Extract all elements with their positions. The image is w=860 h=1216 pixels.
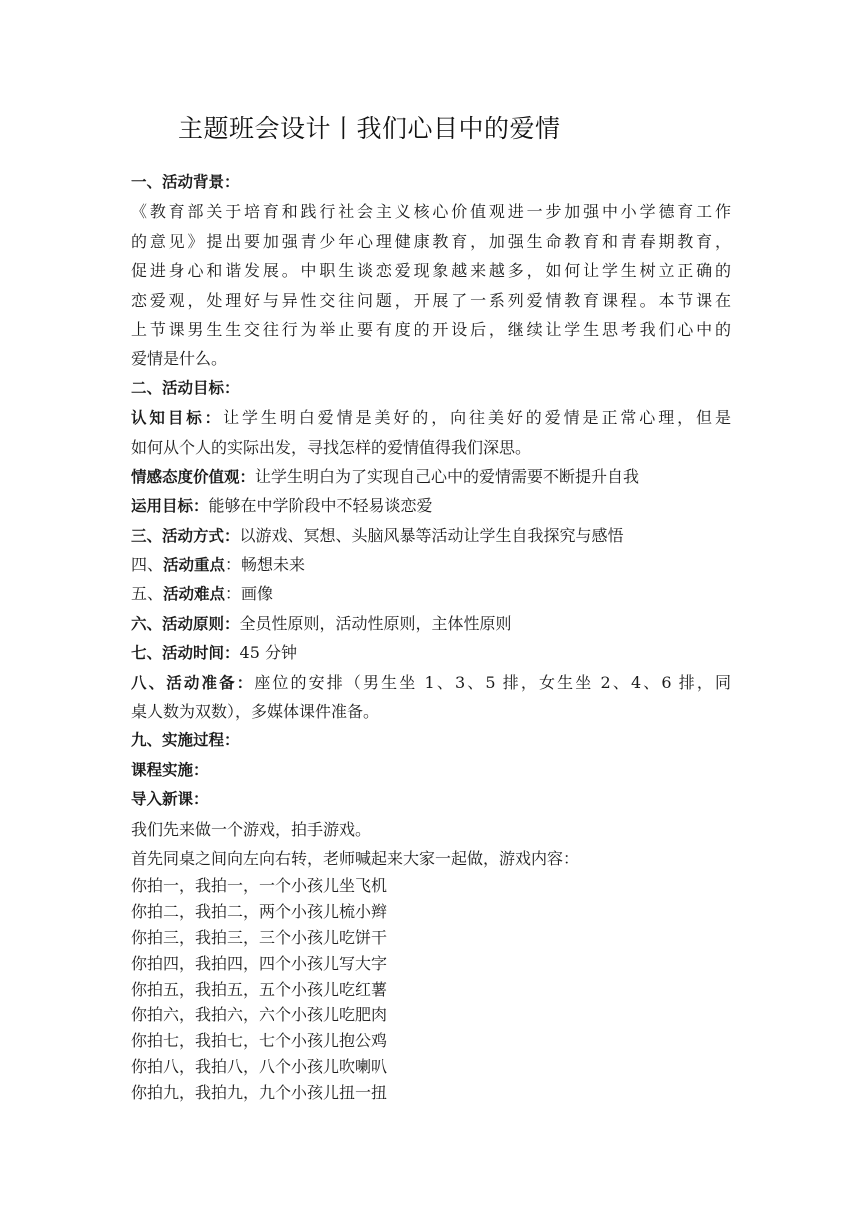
section-principle — [131, 609, 731, 638]
section-focus — [131, 550, 731, 579]
background-line: 爱情是什么。 — [131, 349, 228, 369]
cognitive-goal — [131, 403, 731, 432]
course-heading: 课程实施： — [131, 760, 209, 779]
cognitive-goal-line2: 如何从个人的实际出发，寻找怎样的爱情值得我们深思。 — [131, 437, 532, 457]
background-line: 的意见》提出要加强青少年心理健康教育，加强生命教育和青春期教育， — [131, 231, 731, 251]
game-line: 你拍二，我拍二，两个小孩儿梳小辫 — [131, 902, 388, 922]
difficulty-label: 活动难点 — [163, 585, 226, 604]
time-text: 45 分钟 — [239, 643, 297, 663]
focus-sep: ： — [225, 555, 242, 575]
process-line: 首先同桌之间向左向右转，老师喊起来大家一起做，游戏内容： — [131, 848, 580, 868]
game-line: 你拍三，我拍三，三个小孩儿吃饼干 — [131, 927, 388, 947]
focus-text: 畅想未来 — [241, 555, 306, 575]
apply-goal-text: 能够在中学阶段中不轻易谈恋爱 — [208, 496, 433, 516]
background-line: 上节课男生生交往行为举止要有度的开设后，继续让学生思考我们心中的 — [131, 319, 731, 339]
difficulty-prefix: 五、 — [131, 584, 164, 604]
emotion-goal — [131, 462, 731, 491]
section-goals-heading: 二、活动目标： — [131, 378, 240, 397]
cognitive-goal-label: 认知目标： — [131, 409, 224, 428]
section-background-heading: 一、活动背景： — [131, 173, 240, 191]
process-line: 我们先来做一个游戏，拍手游戏。 — [131, 819, 372, 839]
focus-prefix: 四、 — [131, 555, 164, 575]
emotion-goal-label: 情感态度价值观： — [131, 467, 256, 486]
principle-text: 全员性原则，活动性原则，主体性原则 — [239, 613, 512, 633]
background-line: 《教育部关于培育和践行社会主义核心价值观进一步加强中小学德育工作 — [131, 202, 731, 222]
game-line: 你拍五，我拍五，五个小孩儿吃红薯 — [131, 979, 388, 999]
game-line: 你拍七，我拍七，七个小孩儿抱公鸡 — [131, 1031, 388, 1051]
background-line: 促进身心和谐发展。中职生谈恋爱现象越来越多，如何让学生树立正确的 — [131, 261, 731, 281]
difficulty-text: 画像 — [241, 584, 274, 604]
apply-goal-label: 运用目标： — [131, 497, 209, 516]
game-line: 你拍九，我拍九，九个小孩儿扭一扭 — [131, 1082, 388, 1102]
document-body — [131, 168, 731, 1106]
game-line: 你拍一，我拍一，一个小孩儿坐飞机 — [131, 876, 388, 896]
game-line: 你拍四，我拍四，四个小孩儿写大字 — [131, 953, 388, 973]
section-method — [131, 521, 731, 550]
difficulty-sep: ： — [225, 584, 242, 604]
game-line: 你拍六，我拍六，六个小孩儿吃肥肉 — [131, 1005, 388, 1025]
game-line: 你拍八，我拍八，八个小孩儿吹喇叭 — [131, 1056, 388, 1076]
cognitive-goal-text: 让学生明白爱情是美好的，向往美好的爱情是正常心理，但是 — [223, 408, 731, 428]
section-difficulty — [131, 579, 731, 608]
prep-line2: 桌人数为双数），多媒体课件准备。 — [131, 702, 380, 722]
prep-label: 八、活动准备： — [131, 673, 255, 692]
section-time — [131, 638, 731, 667]
prep-text: 座位的安排（男生坐 1、3、5 排，女生坐 2、4、6 排，同 — [254, 672, 731, 692]
intro-heading: 导入新课： — [131, 790, 209, 809]
section-prep — [131, 668, 731, 697]
page-title: 主题班会设计丨我们心目中的爱情 — [178, 114, 561, 143]
focus-label: 活动重点 — [163, 556, 226, 575]
background-line: 恋爱观，处理好与异性交往问题，开展了一系列爱情教育课程。本节课在 — [131, 290, 731, 310]
method-label: 三、活动方式： — [131, 526, 240, 545]
principle-label: 六、活动原则： — [131, 614, 240, 633]
time-label: 七、活动时间： — [131, 644, 240, 663]
emotion-goal-text: 让学生明白为了实现自己心中的爱情需要不断提升自我 — [255, 466, 640, 486]
apply-goal — [131, 491, 731, 520]
section-process-heading: 九、实施过程： — [131, 731, 240, 750]
method-text: 以游戏、冥想、头脑风暴等活动让学生自我探究与感悟 — [239, 525, 624, 545]
